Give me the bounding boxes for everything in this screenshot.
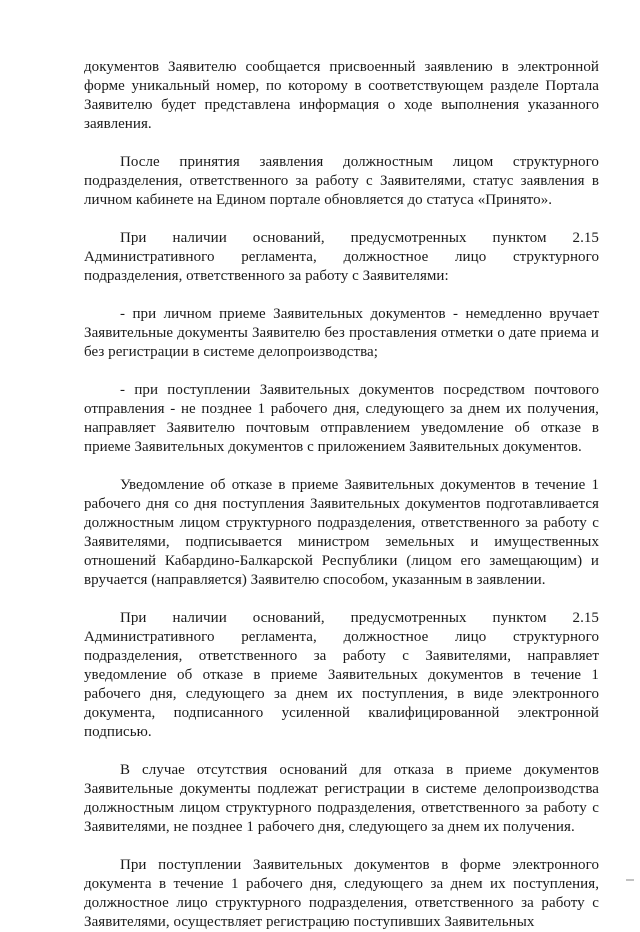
paragraph-1: документов Заявителю сообщается присвоенный заявлению в электронной форме уникальный номер, по которому в соответствующем разделе Портала Заявителю будет представлена информация о ходе выполнения указанного заявления. <box>84 59 599 132</box>
paragraph-2: После принятия заявления должностным лицом структурного подразделения, ответственного за работу с Заявителями, статус заявления в личном кабинете на Едином портале обновляется до статуса «Принято». <box>84 154 599 208</box>
paragraph-9: При поступлении Заявительных документов в форме электронного документа в течение 1 рабочего дня, следующего за днем их поступления, должностное лицо структурного подразделения, ответственного за работу с Заявителями, осуществляет регистрацию поступивших Заявительных <box>84 857 599 930</box>
paragraph-6: Уведомление об отказе в приеме Заявительных документов в течение 1 рабочего дня со дня поступления Заявительных документов подготавливается должностным лицом структурного подразделения, ответственного за работу с Заявителями, подписывается министром земельных и имущественных отношений Кабардино-Балкарской Республики (лицом его замещающим) и вручается (направляется) Заявителю способом, указанным в заявлении. <box>84 477 599 588</box>
paragraph-4: - при личном приеме Заявительных документов - немедленно вручает Заявительные документы Заявителю без проставления отметки о дате приема и без регистрации в системе делопроизводства; <box>84 306 599 360</box>
paragraph-3: При наличии оснований, предусмотренных пунктом 2.15 Административного регламента, должностное лицо структурного подразделения, ответственного за работу с Заявителями: <box>84 230 599 284</box>
paragraph-8: В случае отсутствия оснований для отказа в приеме документов Заявительные документы подлежат регистрации в системе делопроизводства должностным лицом структурного подразделения, ответственного за работу с Заявителями, не позднее 1 рабочего дня, следующего за днем их получения. <box>84 762 599 835</box>
scan-artifact <box>626 879 634 881</box>
paragraph-7: При наличии оснований, предусмотренных пунктом 2.15 Административного регламента, должностное лицо структурного подразделения, ответственного за работу с Заявителями, направляет уведомление об отказе в приеме Заявительных документов в течение 1 рабочего дня, следующего за днем их поступления, в виде электронного документа, подписанного усиленной квалифицированной электронной подписью. <box>84 610 599 740</box>
paragraph-5: - при поступлении Заявительных документов посредством почтового отправления - не позднее 1 рабочего дня, следующего за днем их получения, направляет Заявителю почтовым отправлением уведомление об отказе в приеме Заявительных документов с приложением Заявительных документов. <box>84 382 599 455</box>
document-body <box>84 58 599 932</box>
